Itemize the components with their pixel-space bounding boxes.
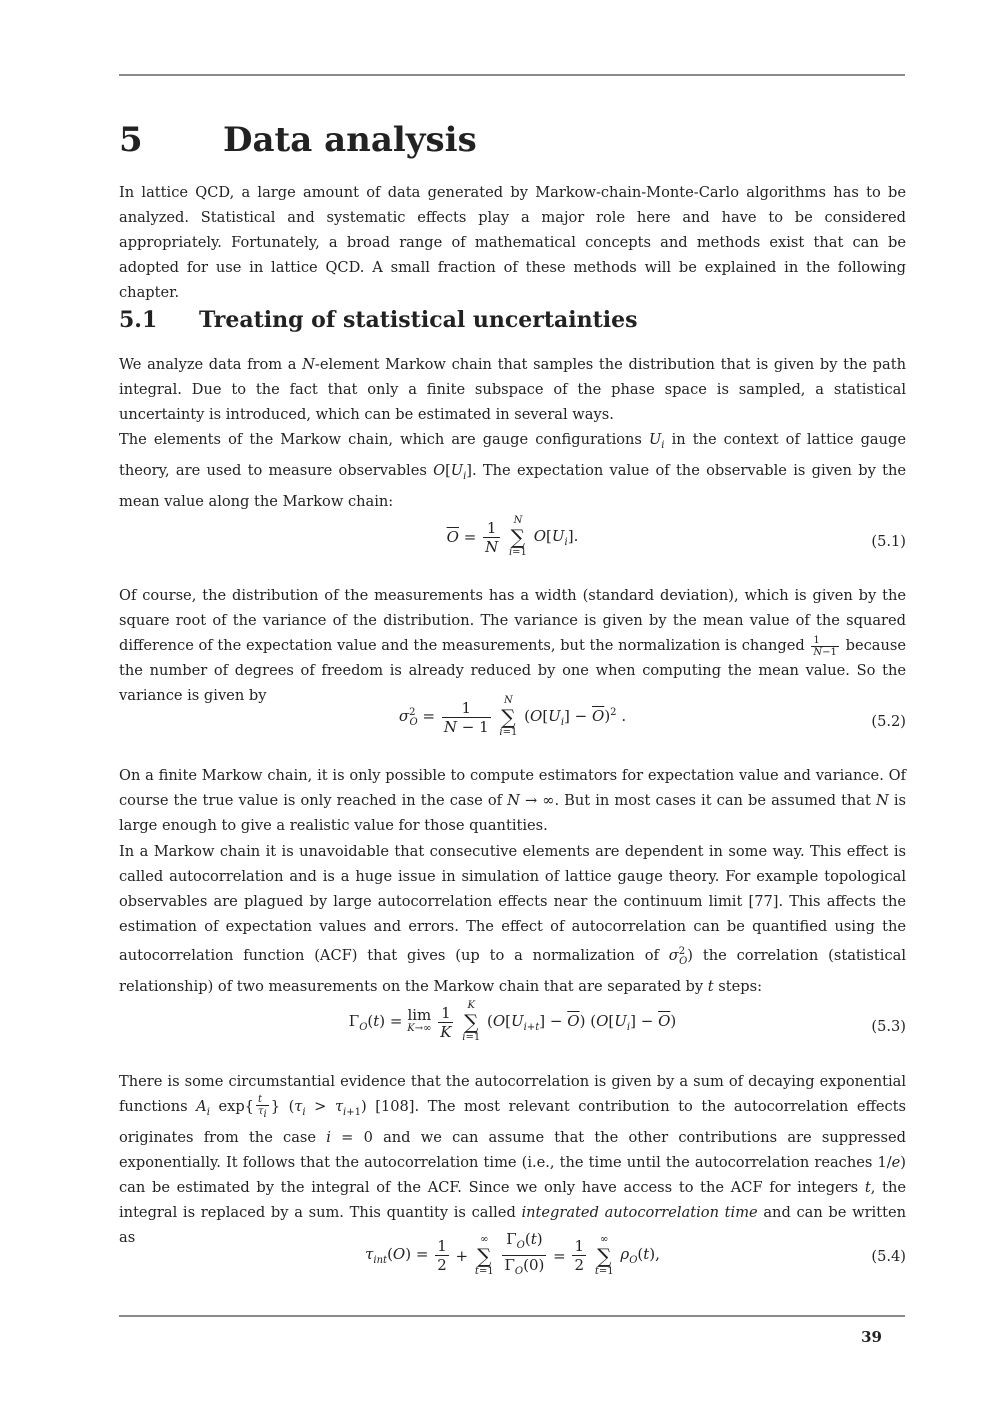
paragraph-1: We analyze data from a N-element Markow chain that samples the distribution that is given by the path integral. Due to the fact that only a finite subspace of the phase space is sampled, a statistical uncertainty is introduced, which can be estimated in several ways. [119,356,906,423]
paragraph-6: There is some circumstantial evidence that the autocorrelation is given by a sum of decaying exponential functions $A_i$ exp{ $\frac{t}{\tau_i}$ } $(\tau_i > \tau_{i+1})$ [108]. The most relevant contribution to the autocorrelation effects originates from the case i = 0 and we can assume that the other contributions are suppressed exponentially. It follows that the autocorrelation time (i.e., the time until the autocorrelation reaches 1/e) can be estimated by the integral of the ACF. Since we only have access to the ACF for integers t, the integral is replaced by a sum. This quantity is called integrated autocorrelation time and can be written as [119,1073,907,1246]
chapter-heading [119,118,477,162]
top-rule [119,74,905,76]
paragraph-4: On a finite Markow chain, it is only possible to compute estimators for expectation value and variance. Of course the true value is only reached in the case of N → ∞. But in most cases it can be assumed that N is large enough to give a realistic value for those quantities. [119,767,907,834]
chapter-title: Data analysis [223,120,477,160]
equation-5-4: $\tau_{int}(O)$ = $\frac{1}{2}$ + ∞ ∑ t=1 $\frac{\Gamma_O(t)}{\Gamma_O(0)}$ = $\frac{1}{2}$ ∞ ∑ t=1 $\rho_O(t)$, (5.4) [365,1230,906,1277]
section-heading [119,305,638,335]
section-number: 5.1 [119,307,158,333]
chapter-number: 5 [119,120,143,160]
equation-number-5-1: (5.1) [871,533,906,550]
intro-paragraph: In lattice QCD, a large amount of data generated by Markow-chain-Monte-Carlo algorithms has to be analyzed. Statistical and systematic effects play a major role here and have to be considered appropriately. Fortunately, a broad range of mathematical concepts and methods exist that can be adopted for use in lattice QCD. A small fraction of these methods will be explained in the following chapter. [119,184,906,301]
equation-number-5-2: (5.2) [871,713,906,730]
equation-5-1: $\overline{O}$ = $\frac{1}{N}$ N ∑ i=1 $O[U_i]$. (5.1) [446,515,906,558]
paragraph-5: In a Markow chain it is unavoidable that consecutive elements are dependent in some way. This effect is called autocorrelation and is a huge issue in simulation of lattice gauge theory. For example topological observables are plagued by large autocorrelation effects near the continuum limit [77]. This affects the estimation of expectation values and errors. The effect of autocorrelation can be quantified using the autocorrelation function (ACF) that gives (up to a normalization of $\sigma^2_O$) the correlation (statistical relationship) of two measurements on the Markow chain that are separated by t steps: [119,843,906,995]
equation-5-2: $\sigma^2_O$ = $\frac{1}{N - 1}$ N ∑ i=1 $(O[U_i] - \overline{O})^2$ . (5.2) [398,695,906,738]
equation-number-5-3: (5.3) [871,1018,906,1035]
bottom-rule [119,1315,905,1317]
paragraph-2: The elements of the Markow chain, which are gauge configurations $U_i$ in the context of lattice gauge theory, are used to measure observables $O[U_i]$. The expectation value of the observable is given by the mean value along the Markow chain: [119,431,906,510]
paragraph-3: Of course, the distribution of the measurements has a width (standard deviation), which is given by the square root of the variance of the distribution. The variance is given by the mean value of the squared difference of the expectation value and the measurements, but the normalization is changed $\frac{1}{N-1}$ because the number of degrees of freedom is already reduced by one when computing the mean value. So the variance is given by [119,587,906,704]
section-title: Treating of statistical uncertainties [199,307,638,333]
page-number: 39 [861,1328,882,1346]
equation-5-3: $\Gamma_O(t) = \lim$ K→∞ $\frac{1}{K}$ K ∑ i=1 $(O[U_{i+t}] - \overline{O}) (O[U_i] - \overline{O})$ (5.3) [348,1000,906,1043]
equation-number-5-4: (5.4) [871,1248,906,1265]
